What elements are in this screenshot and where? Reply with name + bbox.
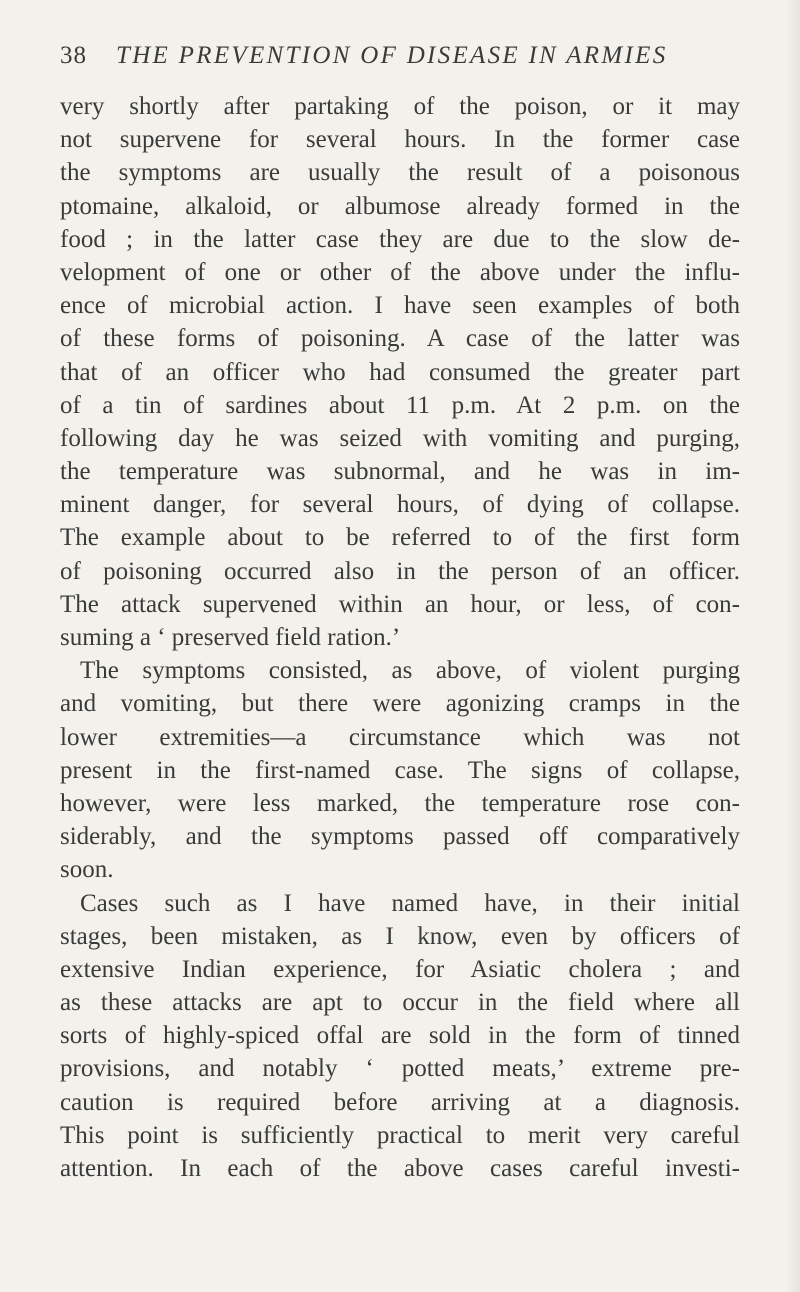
page-edge-shadow (786, 0, 800, 1292)
text-line: extensive Indian experience, for Asiatic cholera ; and (60, 955, 740, 983)
text-line: This point is sufficiently practical to merit very careful (60, 1121, 740, 1149)
text-line: minent danger, for several hours, of dying of collapse. (60, 491, 740, 519)
paragraph-start-line: Cases such as I have named have, in their initial (80, 889, 740, 917)
text-line: sorts of highly-spiced offal are sold in the form of tinned (60, 1022, 740, 1050)
text-line: stages, been mistaken, as I know, even by officers of (60, 922, 740, 950)
text-line: provisions, and notably ‘ potted meats,’ extreme pre- (60, 1055, 740, 1083)
text-line: ptomaine, alkaloid, or albumose already formed in the (60, 192, 740, 220)
running-title: THE PREVENTION OF DISEASE IN ARMIES (116, 42, 668, 69)
text-line: ence of microbial action. I have seen examples of both (60, 292, 740, 320)
text-line: siderably, and the symptoms passed off comparatively (60, 823, 740, 851)
text-line: present in the first-named case. The signs of collapse, (60, 756, 740, 784)
paragraph-end-line: suming a ‘ preserved field ration.’ (60, 624, 401, 651)
text-line: of these forms of poisoning. A case of the latter was (60, 325, 740, 353)
page-number: 38 (60, 42, 87, 69)
text-line: the symptoms are usually the result of a poisonous (60, 159, 740, 187)
text-line: the temperature was subnormal, and he was in im- (60, 458, 740, 486)
text-line: and vomiting, but there were agonizing cramps in the (60, 690, 740, 718)
text-line: that of an officer who had consumed the greater part (60, 358, 740, 386)
text-line: lower extremities—a circumstance which was not (60, 723, 740, 751)
running-head (60, 42, 740, 78)
text-line: not supervene for several hours. In the former case (60, 126, 740, 154)
text-line: The attack supervened within an hour, or less, of con- (60, 590, 740, 618)
text-line: of a tin of sardines about 11 p.m. At 2 p.m. on the (60, 391, 740, 419)
text-line: however, were less marked, the temperature rose con- (60, 789, 740, 817)
text-line: attention. In each of the above cases careful investi- (60, 1155, 740, 1182)
body-text (60, 90, 740, 1185)
text-line: caution is required before arriving at a diagnosis. (60, 1088, 740, 1116)
text-line: very shortly after partaking of the poison, or it may (60, 93, 740, 120)
text-line: food ; in the latter case they are due to the slow de- (60, 225, 740, 253)
text-line: as these attacks are apt to occur in the field where all (60, 989, 740, 1017)
text-line: of poisoning occurred also in the person of an officer. (60, 557, 740, 585)
text-line: following day he was seized with vomiting and purging, (60, 424, 740, 452)
text-line: velopment of one or other of the above under the influ- (60, 258, 740, 286)
text-line: The example about to be referred to of the first form (60, 524, 740, 552)
paragraph-start-line: The symptoms consisted, as above, of violent purging (80, 657, 740, 685)
paragraph-end-line: soon. (60, 856, 114, 884)
